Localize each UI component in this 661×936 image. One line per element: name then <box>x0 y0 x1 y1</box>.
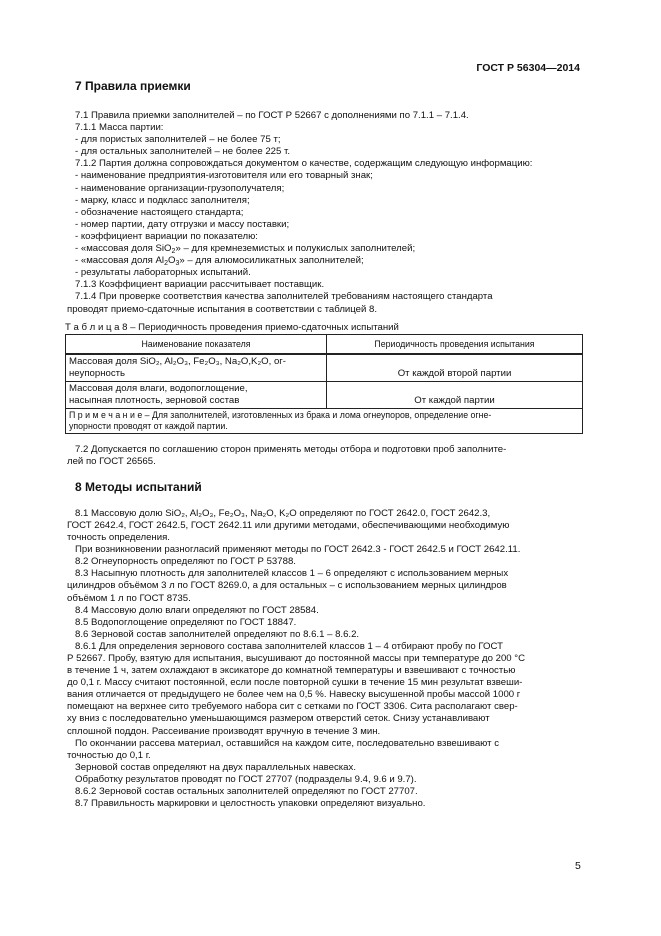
paragraph-continuation: вания отличается от предыдущего не более чем на 0,5 %. Навеску высушенной пробы массой 1000 г <box>67 689 521 701</box>
paragraph: 8.6 Зерновой состав заполнителей определяют по 8.6.1 – 8.6.2. <box>75 628 360 640</box>
paragraph: 8.6.2 Зерновой состав остальных заполнителей определяют по ГОСТ 27707. <box>75 786 418 798</box>
table-cell <box>66 354 327 382</box>
list-item: - марку, класс и подкласс заполнителя; <box>75 194 250 206</box>
table-header-row <box>66 334 583 354</box>
list-item: - номер партии, дату отгрузки и массу поставки; <box>75 218 290 230</box>
paragraph-continuation: помещают на верхнее сито требуемого набора сит с сетками по ГОСТ 3306. Сита располагают свер- <box>67 701 518 713</box>
cell-line: Массовая доля влаги, водопоглощение, <box>69 382 248 394</box>
sio2-suffix: » – для кремнеземистых и полукислых заполнителей; <box>175 243 416 255</box>
page-content <box>65 79 583 810</box>
paragraph-continuation: сплошной поддон. Рассеивание производят вручную в течение 3 мин. <box>67 725 381 737</box>
standard-header: ГОСТ Р 56304—2014 <box>476 62 580 74</box>
paragraph: 8.5 Водопоглощение определяют по ГОСТ 18847. <box>75 616 297 628</box>
paragraph-continuation: ГОСТ 2642.4, ГОСТ 2642.5, ГОСТ 2642.11 или другими методами, обеспечивающими необходимую <box>67 519 510 531</box>
table-col-header: Наименование показателя <box>66 334 327 354</box>
paragraph-continuation: ху вниз с последовательно уменьшающимся размером отверстий сеток. Снизу устанавливают <box>67 713 490 725</box>
table-note-row <box>66 408 583 433</box>
paragraph-continuation: лей по ГОСТ 26565. <box>67 455 156 467</box>
table-row <box>66 381 583 408</box>
list-item: - наименование организации-грузополучателя; <box>75 182 285 194</box>
paragraph-continuation: проводят приемо-сдаточные испытания в соответствии с таблицей 8. <box>67 303 378 315</box>
table-col-header: Периодичность проведения испытания <box>327 334 583 354</box>
list-item: - для пористых заполнителей – не более 75 т; <box>75 134 281 146</box>
paragraph-continuation: объёмом 1 л по ГОСТ 8735. <box>67 592 191 604</box>
table-8 <box>65 334 583 434</box>
paragraph: 7.1.3 Коэффициент вариации рассчитывает поставщик. <box>75 279 325 291</box>
paragraph: 8.6.1 Для определения зернового состава заполнителей классов 1 – 4 отбирают пробу по ГОСТ <box>75 640 503 652</box>
paragraph: 8.4 Массовую долю влаги определяют по ГОСТ 28584. <box>75 604 319 616</box>
list-item-sio2: - «массовая доля SiO$_2$» – для кремнеземистых и полукислых заполнителей; <box>75 243 416 256</box>
paragraph: 8.7 Правильность маркировки и целостность упаковки определяют визуально. <box>75 798 426 810</box>
paragraph-continuation: точность определения. <box>67 532 170 544</box>
paragraph: 7.1 Правила приемки заполнителей – по ГОСТ Р 52667 с дополнениями по 7.1.1 – 7.1.4. <box>75 110 469 121</box>
paragraph-continuation: точностью до 0,1 г. <box>67 749 151 761</box>
paragraph: 7.1.2 Партия должна сопровождаться документом о качестве, содержащим следующую информацию: <box>75 158 533 170</box>
paragraph-continuation: до 0,1 г. Массу считают постоянной, если после повторной сушки в течение 15 мин результат взвеши- <box>67 677 523 689</box>
table-row <box>66 354 583 382</box>
paragraph: По окончании рассева материал, оставшийся на каждом сите, последовательно взвешивают с <box>75 737 499 749</box>
table-cell: От каждой партии <box>327 381 583 408</box>
paragraph-continuation: Р 52667. Пробу, взятую для испытания, высушивают до постоянной массы при температуре до 200 °С <box>67 653 526 664</box>
paragraph: 8.1 Массовую долю SiO₂, Al₂O₃, Fe₂O₃, Na₂O, K₂O определяют по ГОСТ 2642.0, ГОСТ 2642.3, <box>75 507 491 519</box>
list-item: - обозначение настоящего стандарта; <box>75 206 244 218</box>
paragraph: При возникновении разногласий применяют методы по ГОСТ 2642.3 - ГОСТ 2642.5 и ГОСТ 2642.11. <box>75 544 521 556</box>
page-number: 5 <box>575 860 581 872</box>
section-8-title: 8 Методы испытаний <box>75 479 202 494</box>
paragraph: Зерновой состав определяют на двух параллельных навесках. <box>75 761 356 773</box>
cell-line: неупорность <box>69 367 126 379</box>
note-text-2: упорности проводят от каждой партии. <box>69 420 228 431</box>
paragraph: 8.3 Насыпную плотность для заполнителей классов 1 – 6 определяют с использованием мерных <box>75 568 509 580</box>
paragraph-continuation: в течение 1 ч, затем охлаждают в эксикаторе до комнатной температуры и взвешивают с точностью <box>67 665 516 677</box>
cell-line: насыпная плотность, зерновой состав <box>69 394 240 406</box>
paragraph: 7.1.1 Масса партии: <box>75 122 164 134</box>
note-label: П р и м е ч а н и е <box>69 409 143 420</box>
list-item: - коэффициент вариации по показателю: <box>75 230 258 242</box>
table-cell <box>66 381 327 408</box>
note-text: – Для заполнителей, изготовленных из брака и лома огнеупоров, определение огне- <box>142 409 492 420</box>
paragraph: Обработку результатов проводят по ГОСТ 27707 (подразделы 9.4, 9.6 и 9.7). <box>75 773 417 785</box>
cell-line: Массовая доля SiO₂, Al₂O₃, Fe₂O₃, Na₂O,K₂O, ог- <box>69 355 286 367</box>
table-note <box>66 408 583 433</box>
sio2-prefix: - «массовая доля SiO <box>75 243 172 255</box>
table-cell: От каждой второй партии <box>327 354 583 382</box>
al-prefix: - «массовая доля Al <box>75 255 165 267</box>
table-8-caption: Т а б л и ц а 8 – Периодичность проведения приемо-сдаточных испытаний <box>65 321 399 333</box>
list-item: - результаты лабораторных испытаний. <box>75 267 251 279</box>
list-item: - для остальных заполнителей – не более 225 т. <box>75 146 291 158</box>
al-suffix: » – для алюмосиликатных заполнителей; <box>179 255 364 267</box>
paragraph: 7.1.4 При проверке соответствия качества заполнителей требованиям настоящего стандарта <box>75 291 493 303</box>
paragraph: 7.2 Допускается по соглашению сторон применять методы отбора и подготовки проб заполните- <box>75 443 507 455</box>
paragraph-continuation: цилиндров объёмом 3 л по ГОСТ 8269.0, а для остальных – с использованием мерных цилиндров <box>67 580 507 592</box>
list-item: - наименование предприятия-изготовителя или его товарный знак; <box>75 170 373 182</box>
section-7-title: 7 Правила приемки <box>75 79 191 93</box>
paragraph: 8.2 Огнеупорность определяют по ГОСТ Р 53788. <box>75 556 296 568</box>
list-item-al2o3: - «массовая доля $Al_2O_3$» – для алюмосиликатных заполнителей; <box>75 255 364 268</box>
